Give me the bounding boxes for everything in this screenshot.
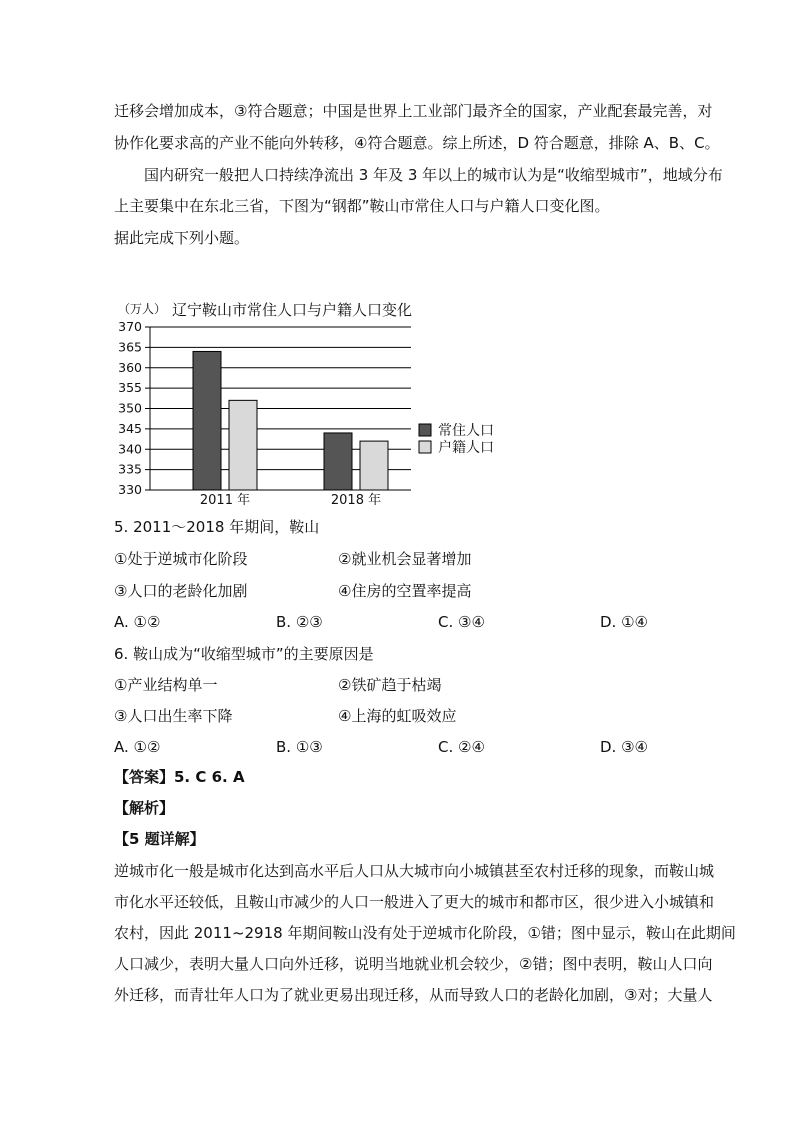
chart-title: 辽宁鞍山市常住人口与户籍人口变化 xyxy=(172,301,413,319)
detail-label: 【5 题详解】 xyxy=(114,830,205,848)
q5-choice-a: A. ①② xyxy=(114,613,161,631)
x-tick-label: 2011 年 xyxy=(199,493,251,508)
bar-resident xyxy=(324,433,352,490)
y-axis-unit-label: （万人） xyxy=(118,302,167,316)
x-tick-label: 2018 年 xyxy=(330,493,382,508)
q5-statement-1: ①处于逆城市化阶段 xyxy=(114,550,248,568)
legend-swatch xyxy=(419,424,431,436)
y-tick-label: 350 xyxy=(118,400,142,416)
population-bar-chart xyxy=(108,292,518,512)
bar-registered xyxy=(229,400,257,490)
analysis-line: 人口减少，表明大量人口向外迁移，说明当地就业机会较少，②错；图中表明，鞍山人口向 xyxy=(114,955,713,973)
q5-statement-4: ④住房的空置率提高 xyxy=(338,582,472,600)
question-5-stem: 5. 2011～2018 年期间，鞍山 xyxy=(114,518,320,536)
q6-statement-3: ③人口出生率下降 xyxy=(114,707,233,725)
intro-line: 上主要集中在东北三省，下图为“钢都”鞍山市常住人口与户籍人口变化图。 xyxy=(114,197,610,215)
y-tick-label: 355 xyxy=(118,380,142,396)
question-6-stem: 6. 鞍山成为“收缩型城市”的主要原因是 xyxy=(114,645,374,663)
y-axis-ticks xyxy=(118,319,142,497)
q5-choice-b: B. ②③ xyxy=(276,613,323,631)
q5-statement-3: ③人口的老龄化加剧 xyxy=(114,582,248,600)
y-tick-label: 335 xyxy=(118,461,142,477)
legend-swatch xyxy=(419,441,431,453)
analysis-line: 外迁移，而青壮年人口为了就业更易出现迁移，从而导致人口的老龄化加剧，③对；大量人 xyxy=(114,986,713,1004)
q6-statement-1: ①产业结构单一 xyxy=(114,676,218,694)
bar-resident xyxy=(193,351,221,490)
chart-legend xyxy=(419,422,494,456)
q6-choice-d: D. ③④ xyxy=(600,738,648,756)
analysis-line: 逆城市化一般是城市化达到高水平后人口从大城市向小城镇甚至农村迁移的现象，而鞍山城 xyxy=(114,862,715,880)
q5-choice-d: D. ①④ xyxy=(600,613,648,631)
y-tick-label: 345 xyxy=(118,420,142,436)
passage-line: 迁移会增加成本，③符合题意；中国是世界上工业部门最齐全的国家，产业配套最完善，对 xyxy=(114,102,713,120)
q6-choice-b: B. ①③ xyxy=(276,738,323,756)
y-tick-label: 370 xyxy=(118,319,142,334)
instruction-line: 据此完成下列小题。 xyxy=(114,229,250,247)
analysis-line: 农村，因此 2011~2918 年期间鞍山没有处于逆城市化阶段，①错；图中显示，鞍山在此期间 xyxy=(114,924,736,942)
analysis-line: 市化水平还较低，且鞍山市减少的人口一般进入了更大的城市和都市区，很少进入小城镇和 xyxy=(114,893,715,911)
x-axis-ticks xyxy=(200,492,381,508)
q5-choice-c: C. ③④ xyxy=(438,613,485,631)
legend-label: 常住人口 xyxy=(438,423,494,439)
bar-registered xyxy=(360,441,388,490)
q6-choice-a: A. ①② xyxy=(114,738,161,756)
q5-statement-2: ②就业机会显著增加 xyxy=(338,550,472,568)
q6-statement-2: ②铁矿趋于枯竭 xyxy=(338,676,442,694)
y-tick-label: 340 xyxy=(118,441,142,457)
y-tick-label: 365 xyxy=(118,339,142,355)
y-tick-label: 360 xyxy=(118,359,142,375)
intro-line: 国内研究一般把人口持续净流出 3 年及 3 年以上的城市认为是“收缩型城市”，地域分布 xyxy=(144,166,723,184)
legend-label: 户籍人口 xyxy=(438,440,494,456)
passage-line: 协作化要求高的产业不能向外转移，④符合题意。综上所述，D 符合题意，排除 A、B、C。 xyxy=(114,134,720,152)
analysis-label: 【解析】 xyxy=(114,799,175,817)
q6-statement-4: ④上海的虹吸效应 xyxy=(338,707,457,725)
q6-choice-c: C. ②④ xyxy=(438,738,485,756)
answer-label: 【答案】5. C 6. A xyxy=(114,768,245,786)
y-tick-label: 330 xyxy=(118,482,142,497)
